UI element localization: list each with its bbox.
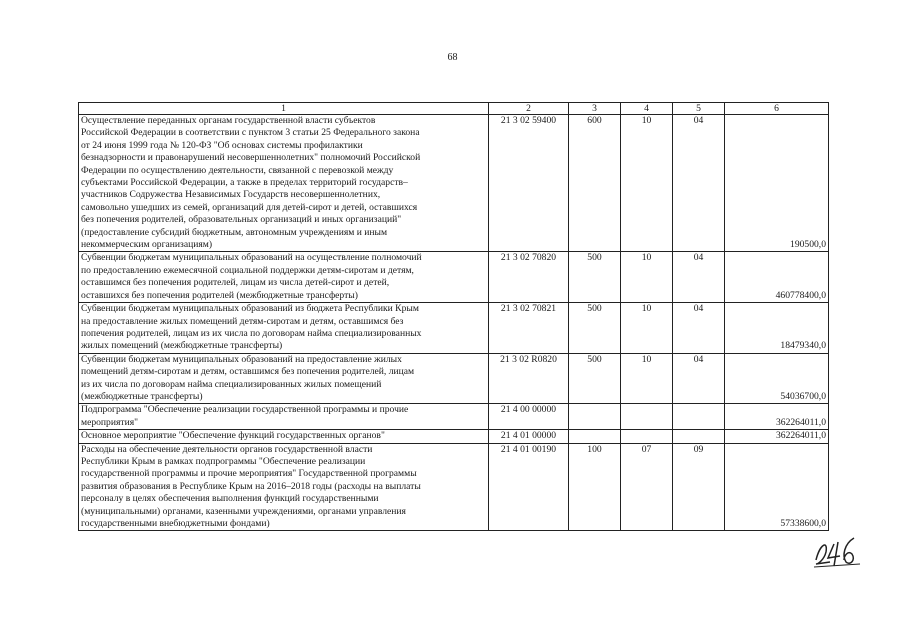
row-description-line: по предоставлению ежемесячной социальной поддержки детям-сиротам и детям, — [81, 264, 414, 276]
row-description — [79, 353, 489, 404]
expense-type-code: 600 — [569, 115, 621, 252]
row-description-line: жилых помещений (межбюджетные трансферты) — [81, 340, 283, 352]
amount: 362264011,0 — [725, 404, 829, 430]
row-description-line: (муниципальными) органами, казенными учреждениями, органами управления — [81, 505, 406, 517]
subsection-code: 04 — [673, 115, 725, 252]
budget-table — [78, 102, 829, 531]
column-header: 5 — [673, 103, 725, 115]
row-description-line: оставшихся без попечения родителей (межбюджетные трансферты) — [81, 289, 358, 301]
row-description — [79, 430, 489, 443]
table-row — [79, 430, 829, 443]
row-description-line: Республики Крым в рамках подпрограммы "Обеспечение реализации — [81, 455, 366, 467]
row-description-line: (межбюджетные трансферты) — [81, 390, 203, 402]
subsection-code — [673, 430, 725, 443]
row-description-line: Осуществление переданных органам государственной власти субъектов — [81, 115, 376, 126]
row-description — [79, 303, 489, 354]
expense-type-code: 100 — [569, 443, 621, 531]
column-header: 3 — [569, 103, 621, 115]
row-description-line: безнадзорности и правонарушений несовершеннолетних" полномочий Российской — [81, 152, 421, 164]
table-row — [79, 115, 829, 252]
section-code: 10 — [621, 303, 673, 354]
row-description-line: государственной программы и прочие мероприятия" Государственной программы — [81, 468, 417, 480]
column-number-row — [79, 103, 829, 115]
section-code — [621, 404, 673, 430]
classification-code: 21 3 02 59400 — [489, 115, 569, 252]
row-description-line: субъектами Российской Федерации, а также в пределах территорий государств– — [81, 177, 408, 189]
row-description-line: некоммерческим организациям) — [81, 239, 213, 251]
amount: 190500,0 — [725, 115, 829, 252]
handwritten-page-number-signature — [810, 530, 870, 570]
row-description-line: развития образования в Республике Крым на 2016–2018 годы (расходы на выплаты — [81, 480, 421, 492]
row-description-line: оставшимся без попечения родителей, лицам из числа детей-сирот и детей, — [81, 277, 390, 289]
section-code: 10 — [621, 252, 673, 303]
amount: 54036700,0 — [725, 353, 829, 404]
expense-type-code: 500 — [569, 252, 621, 303]
row-description-line: персоналу в целях обеспечения выполнения функций государственными — [81, 493, 379, 505]
row-description-line: Российской Федерации в соответствии с пунктом 3 статьи 25 Федерального закона — [81, 127, 420, 139]
expense-type-code — [569, 430, 621, 443]
section-code: 10 — [621, 353, 673, 404]
amount: 460778400,0 — [725, 252, 829, 303]
row-description-line: государственными внебюджетными фондами) — [81, 518, 270, 529]
section-code — [621, 430, 673, 443]
row-description-line: помещений детям-сиротам и детям, оставшимся без попечения родителей, лицам — [81, 366, 415, 378]
row-description — [79, 443, 489, 531]
row-description-line: участников Содружества Независимых Государств несовершеннолетних, — [81, 189, 381, 201]
subsection-code: 04 — [673, 353, 725, 404]
row-description-line: Субвенции бюджетам муниципальных образований на осуществление полномочий — [81, 252, 422, 264]
subsection-code — [673, 404, 725, 430]
classification-code: 21 4 01 00000 — [489, 430, 569, 443]
classification-code: 21 4 00 00000 — [489, 404, 569, 430]
expense-type-code: 500 — [569, 353, 621, 404]
row-description-line: от 24 июня 1999 года № 120-ФЗ "Об основах системы профилактики — [81, 139, 363, 151]
expense-type-code: 500 — [569, 303, 621, 354]
subsection-code: 04 — [673, 303, 725, 354]
row-description-line: самовольно ушедших из семей, организаций для детей-сирот и детей, оставшихся — [81, 201, 418, 213]
expense-type-code — [569, 404, 621, 430]
row-description — [79, 115, 489, 252]
amount: 362264011,0 — [725, 430, 829, 443]
subsection-code: 04 — [673, 252, 725, 303]
table-row — [79, 303, 829, 354]
row-description-line: Субвенции бюджетам муниципальных образований на предоставление жилых — [81, 353, 402, 365]
row-description-line: мероприятия" — [81, 416, 139, 428]
column-header: 4 — [621, 103, 673, 115]
row-description-line: на предоставление жилых помещений детям-сиротам и детям, оставшимся без — [81, 315, 404, 327]
classification-code: 21 3 02 70820 — [489, 252, 569, 303]
section-code: 10 — [621, 115, 673, 252]
row-description-line: (предоставление субсидий бюджетным, автономным учреждениям и иным — [81, 226, 388, 238]
classification-code: 21 3 02 70821 — [489, 303, 569, 354]
classification-code: 21 4 01 00190 — [489, 443, 569, 531]
column-header: 6 — [725, 103, 829, 115]
amount: 57338600,0 — [725, 443, 829, 531]
column-header: 2 — [489, 103, 569, 115]
row-description-line: из их числа по договорам найма специализированных жилых помещений — [81, 378, 382, 390]
row-description-line: попечения родителей, лицам из их числа по договорам найма специализированных — [81, 327, 422, 339]
row-description-line: Подпрограмма "Обеспечение реализации государственной программы и прочие — [81, 404, 409, 416]
row-description-line: Основное мероприятие "Обеспечение функций государственных органов" — [81, 430, 385, 442]
section-code: 07 — [621, 443, 673, 531]
table-row — [79, 353, 829, 404]
column-header: 1 — [79, 103, 489, 115]
table-row — [79, 443, 829, 531]
row-description-line: без попечения родителей, образовательных организаций и иных организаций" — [81, 214, 402, 226]
row-description — [79, 404, 489, 430]
amount: 18479340,0 — [725, 303, 829, 354]
row-description-line: Расходы на обеспечение деятельности органов государственной власти — [81, 443, 373, 455]
row-description-line: Субвенции бюджетам муниципальных образований из бюджета Республики Крым — [81, 303, 419, 315]
page-number: 68 — [447, 52, 458, 63]
table-row — [79, 404, 829, 430]
budget-table-body — [79, 103, 829, 531]
row-description-line: Федерации по осуществлению деятельности, связанной с перевозкой между — [81, 164, 394, 176]
row-description — [79, 252, 489, 303]
subsection-code: 09 — [673, 443, 725, 531]
classification-code: 21 3 02 R0820 — [489, 353, 569, 404]
table-row — [79, 252, 829, 303]
